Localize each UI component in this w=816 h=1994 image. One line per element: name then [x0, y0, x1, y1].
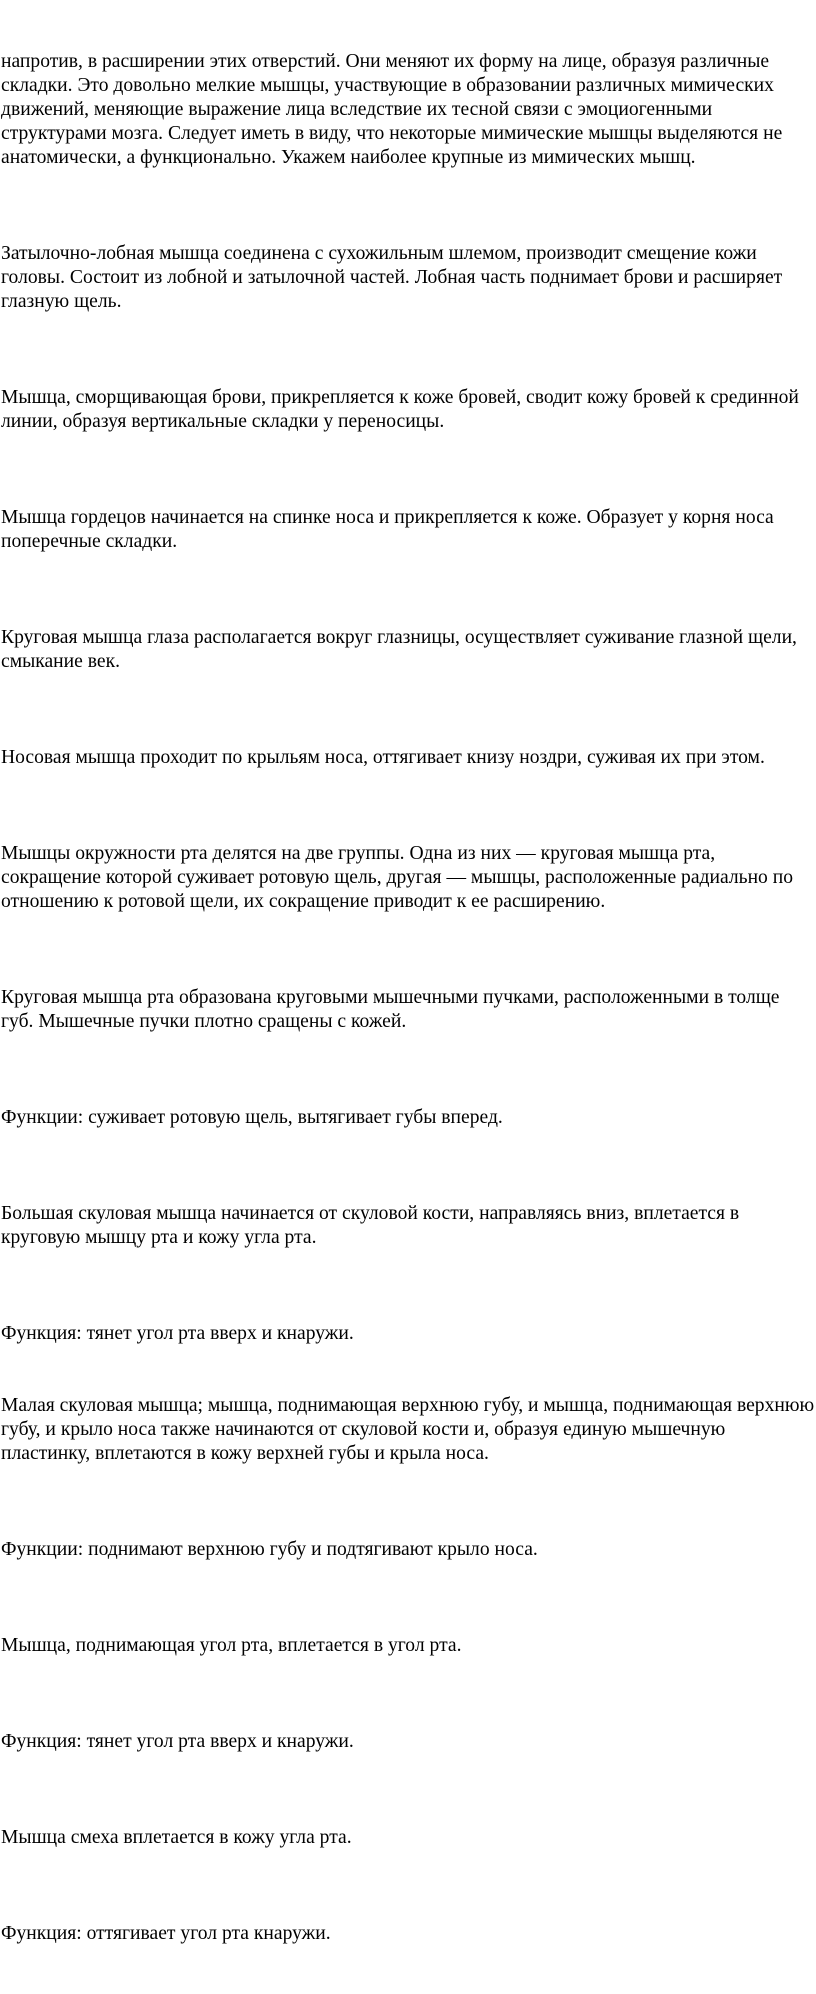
paragraph-risorius: Мышца смеха вплетается в кожу угла рта.	[1, 1827, 352, 1848]
paragraph-zygomaticus-major: Большая скуловая мышца начинается от скуловой кости, направляясь вниз, вплетается в круговую мышцу рта и кожу угла рта.	[1, 1203, 745, 1248]
paragraph-levator-functions: Функции: поднимают верхнюю губу и подтягивают крыло носа.	[1, 1539, 538, 1560]
paragraph-orbicularis-oris: Круговая мышца рта образована круговыми мышечными пучками, расположенными в толще губ. Мышечные пучки плотно сращены с кожей.	[1, 987, 785, 1032]
paragraph-levator-anguli-oris: Мышца, поднимающая угол рта, вплетается в угол рта.	[1, 1635, 462, 1656]
paragraph-occipitofrontal: Затылочно-лобная мышца соединена с сухожильным шлемом, производит смещение кожи головы. Состоит из лобной и затылочной частей. Лобная часть поднимает брови и расширяет глазную щель.	[1, 243, 788, 312]
paragraph-zygomaticus-major-function: Функция: тянет угол рта вверх и кнаружи.	[1, 1323, 354, 1344]
paragraph-orbicularis-oculi: Круговая мышца глаза располагается вокруг глазницы, осуществляет суживание глазной щели, смыкание век.	[1, 627, 802, 672]
paragraph-zygomaticus-minor: Малая скуловая мышца; мышца, поднимающая верхнюю губу, и мышца, поднимающая верхнюю губу, и крыло носа также начинаются от скуловой кости и, образуя единую мышечную пластинку, вплетаются в кожу верхней губы и крыла носа.	[1, 1395, 815, 1464]
paragraph-levator-anguli-oris-function: Функция: тянет угол рта вверх и кнаружи.	[1, 1731, 354, 1752]
paragraph-intro: напротив, в расширении этих отверстий. Они меняют их форму на лице, образуя различные складки. Это довольно мелкие мышцы, участвующие в образовании различных мимических движений, меняющие выражение лица вследствие их тесной связи с эмоциогенными структурами мозга. Следует иметь в виду, что некоторые мимические мышцы выделяются не анатомически, а функционально. Укажем наиболее крупные из мимических мышц.	[1, 51, 788, 168]
paragraph-mouth-muscles: Мышцы окружности рта делятся на две группы. Одна из них — круговая мышца рта, сокращение которой суживает ротовую щель, другая — мышцы, расположенные радиально по отношению к ротовой щели, их сокращение приводит к ее расширению.	[1, 843, 798, 912]
paragraph-corrugator: Мышца, сморщивающая брови, прикрепляется к коже бровей, сводит кожу бровей к срединной линии, образуя вертикальные складки у переносицы.	[1, 387, 804, 432]
paragraph-risorius-function: Функция: оттягивает угол рта кнаружи.	[1, 1923, 331, 1944]
paragraph-orbicularis-oris-functions: Функции: суживает ротовую щель, вытягивает губы вперед.	[1, 1107, 503, 1128]
paragraph-procerus: Мышца гордецов начинается на спинке носа и прикрепляется к коже. Образует у корня носа поперечные складки.	[1, 507, 779, 552]
paragraph-nasalis: Носовая мышца проходит по крыльям носа, оттягивает книзу ноздри, суживая их при этом.	[1, 747, 765, 768]
